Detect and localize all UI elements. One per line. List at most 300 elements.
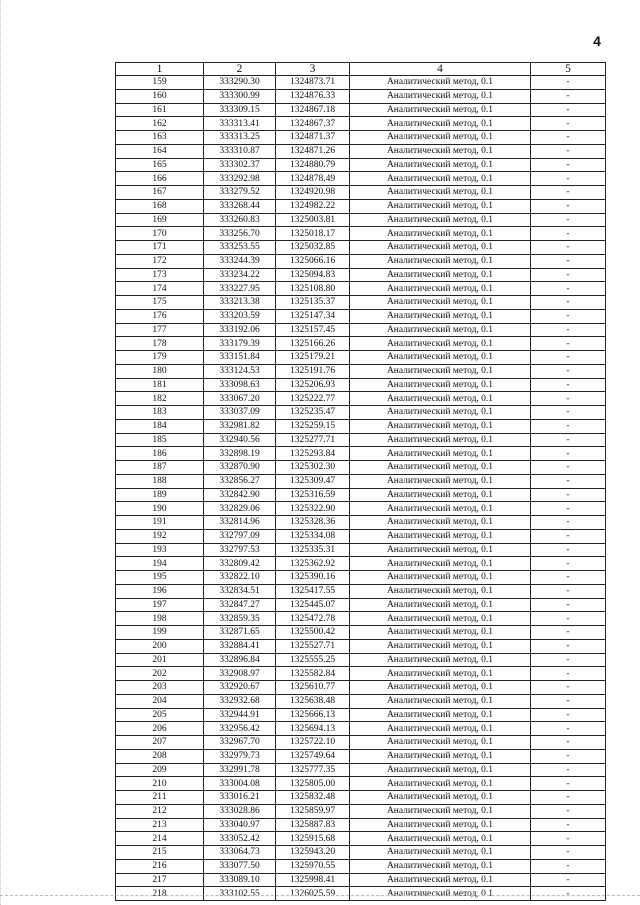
point-number-cell: 161 (116, 103, 204, 117)
y-coordinate-cell: 1324867.37 (276, 117, 350, 131)
table-row (116, 254, 606, 268)
point-number-cell: 189 (116, 488, 204, 502)
y-coordinate-cell: 1324880.79 (276, 158, 350, 172)
point-number-cell: 182 (116, 392, 204, 406)
point-number-cell: 195 (116, 571, 204, 585)
table-row (116, 763, 606, 777)
point-number-cell: 179 (116, 351, 204, 365)
x-coordinate-cell: 332797.09 (204, 529, 276, 543)
method-cell: Аналитический метод, 0.1 (350, 626, 531, 640)
x-coordinate-cell: 333292.98 (204, 172, 276, 186)
y-coordinate-cell: 1325316.59 (276, 488, 350, 502)
x-coordinate-cell: 333256.70 (204, 227, 276, 241)
table-row (116, 846, 606, 860)
table-row (116, 736, 606, 750)
description-cell: - (531, 832, 606, 846)
description-cell: - (531, 708, 606, 722)
description-cell: - (531, 309, 606, 323)
method-cell: Аналитический метод, 0.1 (350, 131, 531, 145)
x-coordinate-cell: 332859.35 (204, 612, 276, 626)
table-row (116, 89, 606, 103)
x-coordinate-cell: 332981.82 (204, 419, 276, 433)
table-row (116, 873, 606, 887)
y-coordinate-cell: 1325302.30 (276, 461, 350, 475)
x-coordinate-cell: 333004.08 (204, 777, 276, 791)
description-cell: - (531, 419, 606, 433)
y-coordinate-cell: 1324920.98 (276, 186, 350, 200)
description-cell: - (531, 172, 606, 186)
table-row (116, 804, 606, 818)
description-cell: - (531, 694, 606, 708)
y-coordinate-cell: 1325066.16 (276, 254, 350, 268)
method-cell: Аналитический метод, 0.1 (350, 777, 531, 791)
description-cell: - (531, 653, 606, 667)
method-cell: Аналитический метод, 0.1 (350, 172, 531, 186)
table-row (116, 378, 606, 392)
y-coordinate-cell: 1325147.34 (276, 309, 350, 323)
method-cell: Аналитический метод, 0.1 (350, 749, 531, 763)
x-coordinate-cell: 333151.84 (204, 351, 276, 365)
description-cell: - (531, 873, 606, 887)
method-cell: Аналитический метод, 0.1 (350, 474, 531, 488)
description-cell: - (531, 804, 606, 818)
method-cell: Аналитический метод, 0.1 (350, 461, 531, 475)
point-number-cell: 174 (116, 282, 204, 296)
point-number-cell: 191 (116, 516, 204, 530)
description-cell: - (531, 777, 606, 791)
description-cell: - (531, 323, 606, 337)
y-coordinate-cell: 1325859.97 (276, 804, 350, 818)
table-row (116, 639, 606, 653)
description-cell: - (531, 227, 606, 241)
description-cell: - (531, 488, 606, 502)
point-number-cell: 209 (116, 763, 204, 777)
y-coordinate-cell: 1325527.71 (276, 639, 350, 653)
table-row (116, 818, 606, 832)
point-number-cell: 183 (116, 406, 204, 420)
point-number-cell: 193 (116, 543, 204, 557)
method-cell: Аналитический метод, 0.1 (350, 323, 531, 337)
method-cell: Аналитический метод, 0.1 (350, 653, 531, 667)
x-coordinate-cell: 332944.91 (204, 708, 276, 722)
point-number-cell: 180 (116, 364, 204, 378)
description-cell: - (531, 89, 606, 103)
description-cell: - (531, 158, 606, 172)
point-number-cell: 199 (116, 626, 204, 640)
y-coordinate-cell: 1325334.08 (276, 529, 350, 543)
table-row (116, 392, 606, 406)
x-coordinate-cell: 332856.27 (204, 474, 276, 488)
description-cell: - (531, 529, 606, 543)
y-coordinate-cell: 1325309.47 (276, 474, 350, 488)
x-coordinate-cell: 333067.20 (204, 392, 276, 406)
point-number-cell: 214 (116, 832, 204, 846)
method-cell: Аналитический метод, 0.1 (350, 887, 531, 901)
table-row (116, 282, 606, 296)
method-cell: Аналитический метод, 0.1 (350, 433, 531, 447)
point-number-cell: 207 (116, 736, 204, 750)
table-row (116, 364, 606, 378)
method-cell: Аналитический метод, 0.1 (350, 571, 531, 585)
x-coordinate-cell: 332842.90 (204, 488, 276, 502)
x-coordinate-cell: 333213.38 (204, 296, 276, 310)
x-coordinate-cell: 333203.59 (204, 309, 276, 323)
table-row (116, 406, 606, 420)
method-cell: Аналитический метод, 0.1 (350, 502, 531, 516)
description-cell: - (531, 461, 606, 475)
point-number-cell: 216 (116, 859, 204, 873)
method-cell: Аналитический метод, 0.1 (350, 351, 531, 365)
point-number-cell: 197 (116, 598, 204, 612)
point-number-cell: 184 (116, 419, 204, 433)
x-coordinate-cell: 333040.97 (204, 818, 276, 832)
y-coordinate-cell: 1324876.33 (276, 89, 350, 103)
y-coordinate-cell: 1325887.83 (276, 818, 350, 832)
y-coordinate-cell: 1325018.17 (276, 227, 350, 241)
x-coordinate-cell: 333234.22 (204, 268, 276, 282)
description-cell: - (531, 612, 606, 626)
method-cell: Аналитический метод, 0.1 (350, 681, 531, 695)
y-coordinate-cell: 1325610.77 (276, 681, 350, 695)
y-coordinate-cell: 1325322.90 (276, 502, 350, 516)
y-coordinate-cell: 1326025.59 (276, 887, 350, 901)
description-cell: - (531, 268, 606, 282)
point-number-cell: 168 (116, 199, 204, 213)
x-coordinate-cell: 333309.15 (204, 103, 276, 117)
y-coordinate-cell: 1325805.00 (276, 777, 350, 791)
y-coordinate-cell: 1325277.71 (276, 433, 350, 447)
table-row (116, 76, 606, 90)
table-row (116, 653, 606, 667)
method-cell: Аналитический метод, 0.1 (350, 488, 531, 502)
point-number-cell: 206 (116, 722, 204, 736)
x-coordinate-cell: 332834.51 (204, 584, 276, 598)
point-number-cell: 201 (116, 653, 204, 667)
table-row (116, 447, 606, 461)
table-header (116, 63, 606, 76)
point-number-cell: 198 (116, 612, 204, 626)
y-coordinate-cell: 1324873.71 (276, 76, 350, 90)
point-number-cell: 211 (116, 791, 204, 805)
method-cell: Аналитический метод, 0.1 (350, 406, 531, 420)
table-row (116, 131, 606, 145)
y-coordinate-cell: 1325943.20 (276, 846, 350, 860)
y-coordinate-cell: 1325694.13 (276, 722, 350, 736)
method-cell: Аналитический метод, 0.1 (350, 598, 531, 612)
method-cell: Аналитический метод, 0.1 (350, 859, 531, 873)
method-cell: Аналитический метод, 0.1 (350, 419, 531, 433)
method-cell: Аналитический метод, 0.1 (350, 763, 531, 777)
x-coordinate-cell: 333102.55 (204, 887, 276, 901)
description-cell: - (531, 736, 606, 750)
column-header-x: 2 (204, 63, 276, 76)
method-cell: Аналитический метод, 0.1 (350, 378, 531, 392)
description-cell: - (531, 406, 606, 420)
table-row (116, 186, 606, 200)
y-coordinate-cell: 1325417.55 (276, 584, 350, 598)
description-cell: - (531, 433, 606, 447)
point-number-cell: 203 (116, 681, 204, 695)
method-cell: Аналитический метод, 0.1 (350, 337, 531, 351)
method-cell: Аналитический метод, 0.1 (350, 268, 531, 282)
y-coordinate-cell: 1325293.84 (276, 447, 350, 461)
table-row (116, 433, 606, 447)
description-cell: - (531, 76, 606, 90)
description-cell: - (531, 186, 606, 200)
description-cell: - (531, 351, 606, 365)
y-coordinate-cell: 1325094.83 (276, 268, 350, 282)
x-coordinate-cell: 333313.25 (204, 131, 276, 145)
x-coordinate-cell: 332871.65 (204, 626, 276, 640)
point-number-cell: 181 (116, 378, 204, 392)
method-cell: Аналитический метод, 0.1 (350, 213, 531, 227)
point-number-cell: 172 (116, 254, 204, 268)
method-cell: Аналитический метод, 0.1 (350, 557, 531, 571)
description-cell: - (531, 887, 606, 901)
y-coordinate-cell: 1325157.45 (276, 323, 350, 337)
description-cell: - (531, 364, 606, 378)
description-cell: - (531, 144, 606, 158)
point-number-cell: 169 (116, 213, 204, 227)
method-cell: Аналитический метод, 0.1 (350, 818, 531, 832)
table-row (116, 667, 606, 681)
y-coordinate-cell: 1325206.93 (276, 378, 350, 392)
point-number-cell: 187 (116, 461, 204, 475)
table-row (116, 777, 606, 791)
table-row (116, 791, 606, 805)
point-number-cell: 171 (116, 241, 204, 255)
table-row (116, 474, 606, 488)
method-cell: Аналитический метод, 0.1 (350, 227, 531, 241)
description-cell: - (531, 296, 606, 310)
x-coordinate-cell: 332956.42 (204, 722, 276, 736)
y-coordinate-cell: 1325003.81 (276, 213, 350, 227)
point-number-cell: 188 (116, 474, 204, 488)
method-cell: Аналитический метод, 0.1 (350, 804, 531, 818)
x-coordinate-cell: 333313.41 (204, 117, 276, 131)
y-coordinate-cell: 1325722.10 (276, 736, 350, 750)
y-coordinate-cell: 1325915.68 (276, 832, 350, 846)
point-number-cell: 163 (116, 131, 204, 145)
table-row (116, 461, 606, 475)
method-cell: Аналитический метод, 0.1 (350, 103, 531, 117)
table-row (116, 323, 606, 337)
y-coordinate-cell: 1324982.22 (276, 199, 350, 213)
x-coordinate-cell: 333052.42 (204, 832, 276, 846)
x-coordinate-cell: 333302.37 (204, 158, 276, 172)
point-number-cell: 218 (116, 887, 204, 901)
method-cell: Аналитический метод, 0.1 (350, 364, 531, 378)
point-number-cell: 167 (116, 186, 204, 200)
y-coordinate-cell: 1324867.18 (276, 103, 350, 117)
description-cell: - (531, 598, 606, 612)
y-coordinate-cell: 1325335.31 (276, 543, 350, 557)
point-number-cell: 170 (116, 227, 204, 241)
x-coordinate-cell: 333268.44 (204, 199, 276, 213)
y-coordinate-cell: 1325328.36 (276, 516, 350, 530)
point-number-cell: 177 (116, 323, 204, 337)
point-number-cell: 202 (116, 667, 204, 681)
point-number-cell: 192 (116, 529, 204, 543)
method-cell: Аналитический метод, 0.1 (350, 309, 531, 323)
description-cell: - (531, 543, 606, 557)
point-number-cell: 164 (116, 144, 204, 158)
point-number-cell: 186 (116, 447, 204, 461)
method-cell: Аналитический метод, 0.1 (350, 708, 531, 722)
description-cell: - (531, 241, 606, 255)
x-coordinate-cell: 332896.84 (204, 653, 276, 667)
method-cell: Аналитический метод, 0.1 (350, 846, 531, 860)
table-row (116, 749, 606, 763)
method-cell: Аналитический метод, 0.1 (350, 282, 531, 296)
table-row (116, 103, 606, 117)
x-coordinate-cell: 333016.21 (204, 791, 276, 805)
y-coordinate-cell: 1325998.41 (276, 873, 350, 887)
table-row (116, 571, 606, 585)
x-coordinate-cell: 332809.42 (204, 557, 276, 571)
x-coordinate-cell: 333098.63 (204, 378, 276, 392)
table-row (116, 681, 606, 695)
point-number-cell: 165 (116, 158, 204, 172)
x-coordinate-cell: 332967.70 (204, 736, 276, 750)
x-coordinate-cell: 333037.09 (204, 406, 276, 420)
x-coordinate-cell: 332898.19 (204, 447, 276, 461)
description-cell: - (531, 131, 606, 145)
table-row (116, 832, 606, 846)
table-row (116, 859, 606, 873)
table-row (116, 144, 606, 158)
method-cell: Аналитический метод, 0.1 (350, 736, 531, 750)
table-row (116, 529, 606, 543)
x-coordinate-cell: 333300.99 (204, 89, 276, 103)
method-cell: Аналитический метод, 0.1 (350, 76, 531, 90)
x-coordinate-cell: 332940.56 (204, 433, 276, 447)
column-header-method: 4 (350, 63, 531, 76)
y-coordinate-cell: 1325135.37 (276, 296, 350, 310)
x-coordinate-cell: 333310.87 (204, 144, 276, 158)
method-cell: Аналитический метод, 0.1 (350, 516, 531, 530)
method-cell: Аналитический метод, 0.1 (350, 584, 531, 598)
x-coordinate-cell: 332847.27 (204, 598, 276, 612)
y-coordinate-cell: 1325166.26 (276, 337, 350, 351)
x-coordinate-cell: 332829.06 (204, 502, 276, 516)
point-number-cell: 213 (116, 818, 204, 832)
method-cell: Аналитический метод, 0.1 (350, 694, 531, 708)
y-coordinate-cell: 1325970.55 (276, 859, 350, 873)
description-cell: - (531, 859, 606, 873)
y-coordinate-cell: 1325362.92 (276, 557, 350, 571)
x-coordinate-cell: 332932.68 (204, 694, 276, 708)
method-cell: Аналитический метод, 0.1 (350, 186, 531, 200)
table-row (116, 502, 606, 516)
y-coordinate-cell: 1324871.37 (276, 131, 350, 145)
x-coordinate-cell: 333227.95 (204, 282, 276, 296)
x-coordinate-cell: 332797.53 (204, 543, 276, 557)
table-row (116, 117, 606, 131)
header-row (116, 63, 606, 76)
y-coordinate-cell: 1325832.48 (276, 791, 350, 805)
y-coordinate-cell: 1325108.80 (276, 282, 350, 296)
description-cell: - (531, 103, 606, 117)
x-coordinate-cell: 332920.67 (204, 681, 276, 695)
description-cell: - (531, 447, 606, 461)
table-row (116, 722, 606, 736)
y-coordinate-cell: 1325777.35 (276, 763, 350, 777)
x-coordinate-cell: 333089.10 (204, 873, 276, 887)
table-row (116, 488, 606, 502)
x-coordinate-cell: 333077.50 (204, 859, 276, 873)
description-cell: - (531, 378, 606, 392)
table-row (116, 708, 606, 722)
x-coordinate-cell: 333290.30 (204, 76, 276, 90)
method-cell: Аналитический метод, 0.1 (350, 639, 531, 653)
point-number-cell: 204 (116, 694, 204, 708)
x-coordinate-cell: 332814.96 (204, 516, 276, 530)
description-cell: - (531, 254, 606, 268)
method-cell: Аналитический метод, 0.1 (350, 791, 531, 805)
column-header-description: 5 (531, 63, 606, 76)
point-number-cell: 208 (116, 749, 204, 763)
description-cell: - (531, 557, 606, 571)
y-coordinate-cell: 1325666.13 (276, 708, 350, 722)
y-coordinate-cell: 1325445.07 (276, 598, 350, 612)
description-cell: - (531, 846, 606, 860)
y-coordinate-cell: 1325222.77 (276, 392, 350, 406)
x-coordinate-cell: 333279.52 (204, 186, 276, 200)
method-cell: Аналитический метод, 0.1 (350, 392, 531, 406)
description-cell: - (531, 213, 606, 227)
description-cell: - (531, 571, 606, 585)
point-number-cell: 200 (116, 639, 204, 653)
description-cell: - (531, 516, 606, 530)
y-coordinate-cell: 1325638.48 (276, 694, 350, 708)
table-row (116, 296, 606, 310)
description-cell: - (531, 791, 606, 805)
point-number-cell: 215 (116, 846, 204, 860)
table-row (116, 557, 606, 571)
y-coordinate-cell: 1325235.47 (276, 406, 350, 420)
method-cell: Аналитический метод, 0.1 (350, 832, 531, 846)
point-number-cell: 166 (116, 172, 204, 186)
method-cell: Аналитический метод, 0.1 (350, 873, 531, 887)
table-row (116, 241, 606, 255)
point-number-cell: 217 (116, 873, 204, 887)
point-number-cell: 178 (116, 337, 204, 351)
y-coordinate-cell: 1325191.76 (276, 364, 350, 378)
y-coordinate-cell: 1325472.78 (276, 612, 350, 626)
description-cell: - (531, 749, 606, 763)
y-coordinate-cell: 1325582.84 (276, 667, 350, 681)
description-cell: - (531, 681, 606, 695)
table-body (116, 76, 606, 901)
x-coordinate-cell: 333064.73 (204, 846, 276, 860)
description-cell: - (531, 626, 606, 640)
method-cell: Аналитический метод, 0.1 (350, 199, 531, 213)
point-number-cell: 190 (116, 502, 204, 516)
y-coordinate-cell: 1324871.26 (276, 144, 350, 158)
x-coordinate-cell: 332979.73 (204, 749, 276, 763)
method-cell: Аналитический метод, 0.1 (350, 89, 531, 103)
x-coordinate-cell: 333253.55 (204, 241, 276, 255)
table-row (116, 543, 606, 557)
description-cell: - (531, 818, 606, 832)
method-cell: Аналитический метод, 0.1 (350, 543, 531, 557)
y-coordinate-cell: 1325500.42 (276, 626, 350, 640)
y-coordinate-cell: 1324878.49 (276, 172, 350, 186)
method-cell: Аналитический метод, 0.1 (350, 241, 531, 255)
table-row (116, 516, 606, 530)
point-number-cell: 194 (116, 557, 204, 571)
